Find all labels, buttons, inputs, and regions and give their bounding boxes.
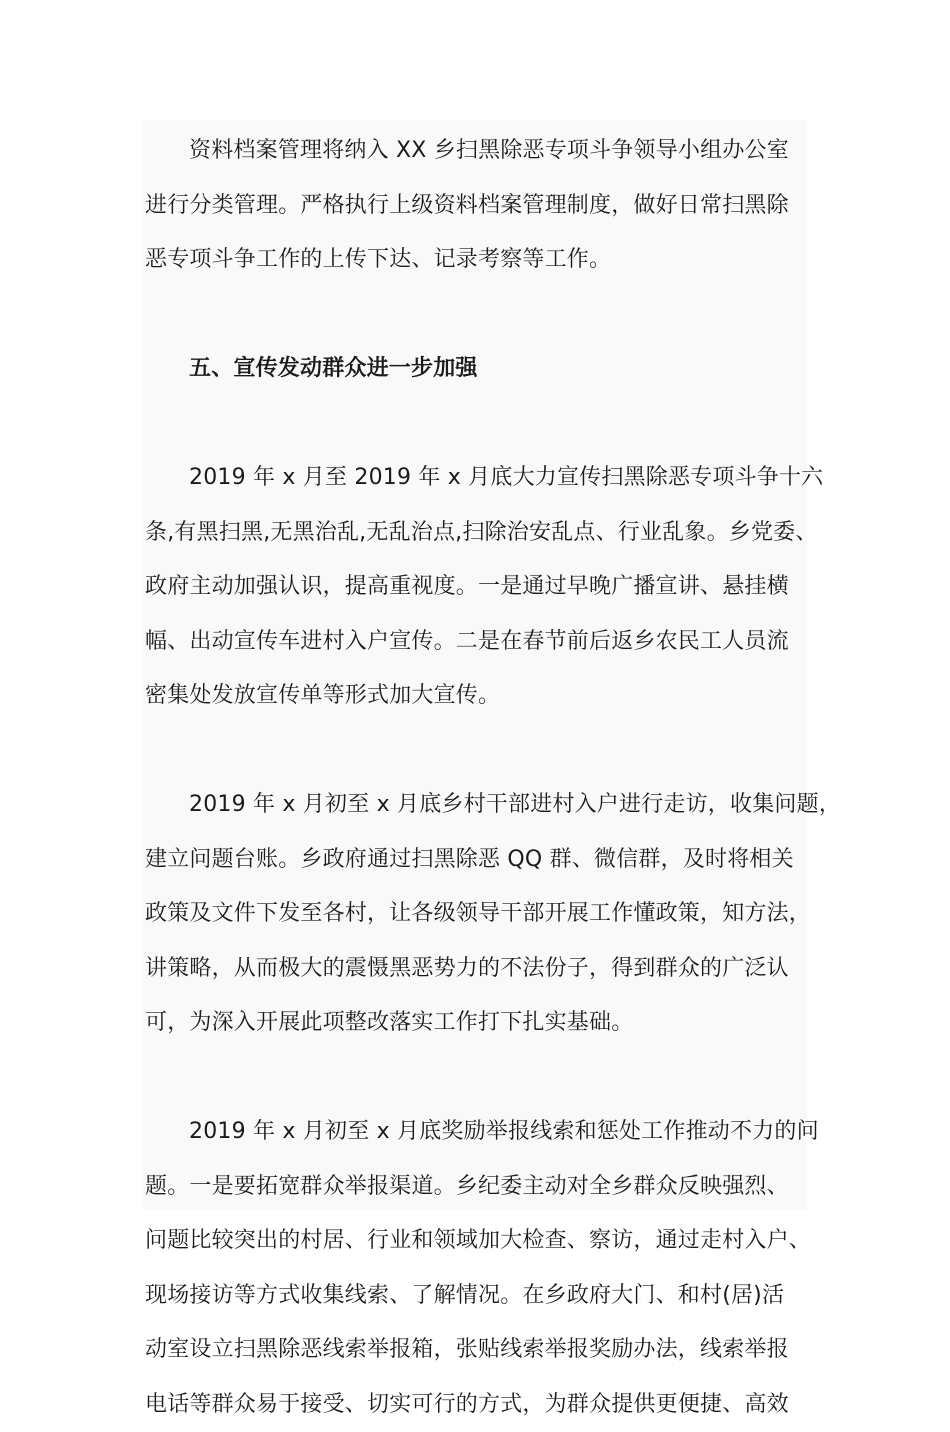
paragraph-line: 讲策略，从而极大的震慑黑恶势力的不法份子，得到群众的广泛认 xyxy=(145,942,809,997)
paragraph-line: 恶专项斗争工作的上传下达、记录考察等工作。 xyxy=(145,233,809,288)
paragraph-line: 可，为深入开展此项整改落实工作打下扎实基础。 xyxy=(145,996,809,1051)
paragraph-line: 电话等群众易于接受、切实可行的方式，为群众提供更便捷、高效 xyxy=(145,1378,809,1432)
paragraph-gap xyxy=(145,288,809,343)
paragraph-archive-management xyxy=(145,124,809,288)
paragraph-line: 题。一是要拓宽群众举报渠道。乡纪委主动对全乡群众反映强烈、 xyxy=(145,1160,809,1215)
paragraph-line: 建立问题台账。乡政府通过扫黑除恶 QQ 群、微信群，及时将相关 xyxy=(145,833,809,888)
document-body xyxy=(145,124,809,1432)
paragraph-visits xyxy=(145,778,809,1051)
paragraph-publicity xyxy=(145,451,809,724)
paragraph-reporting xyxy=(145,1105,809,1432)
paragraph-line: 2019 年 x 月初至 x 月底乡村干部进村入户进行走访，收集问题， xyxy=(145,778,809,833)
paragraph-line: 政府主动加强认识，提高重视度。一是通过早晚广播宣讲、悬挂横 xyxy=(145,560,809,615)
paragraph-gap xyxy=(145,724,809,779)
paragraph-line: 幅、出动宣传车进村入户宣传。二是在春节前后返乡农民工人员流 xyxy=(145,615,809,670)
paragraph-line: 条,有黑扫黑,无黑治乱,无乱治点,扫除治安乱点、行业乱象。乡党委、 xyxy=(145,506,809,561)
paragraph-line: 动室设立扫黑除恶线索举报箱，张贴线索举报奖励办法，线索举报 xyxy=(145,1323,809,1378)
paragraph-line: 问题比较突出的村居、行业和领域加大检查、察访，通过走村入户、 xyxy=(145,1214,809,1269)
section-heading: 五、宣传发动群众进一步加强 xyxy=(145,342,809,397)
paragraph-line: 现场接访等方式收集线索、了解情况。在乡政府大门、和村(居)活 xyxy=(145,1269,809,1324)
paragraph-gap xyxy=(145,397,809,452)
paragraph-gap xyxy=(145,1051,809,1106)
paragraph-line: 密集处发放宣传单等形式加大宣传。 xyxy=(145,669,809,724)
paragraph-line: 2019 年 x 月至 2019 年 x 月底大力宣传扫黑除恶专项斗争十六 xyxy=(145,451,809,506)
paragraph-line: 政策及文件下发至各村，让各级领导干部开展工作懂政策，知方法， xyxy=(145,887,809,942)
paragraph-line: 资料档案管理将纳入 XX 乡扫黑除恶专项斗争领导小组办公室 xyxy=(145,124,809,179)
paragraph-line: 进行分类管理。严格执行上级资料档案管理制度，做好日常扫黑除 xyxy=(145,179,809,234)
paragraph-line: 2019 年 x 月初至 x 月底奖励举报线索和惩处工作推动不力的问 xyxy=(145,1105,809,1160)
